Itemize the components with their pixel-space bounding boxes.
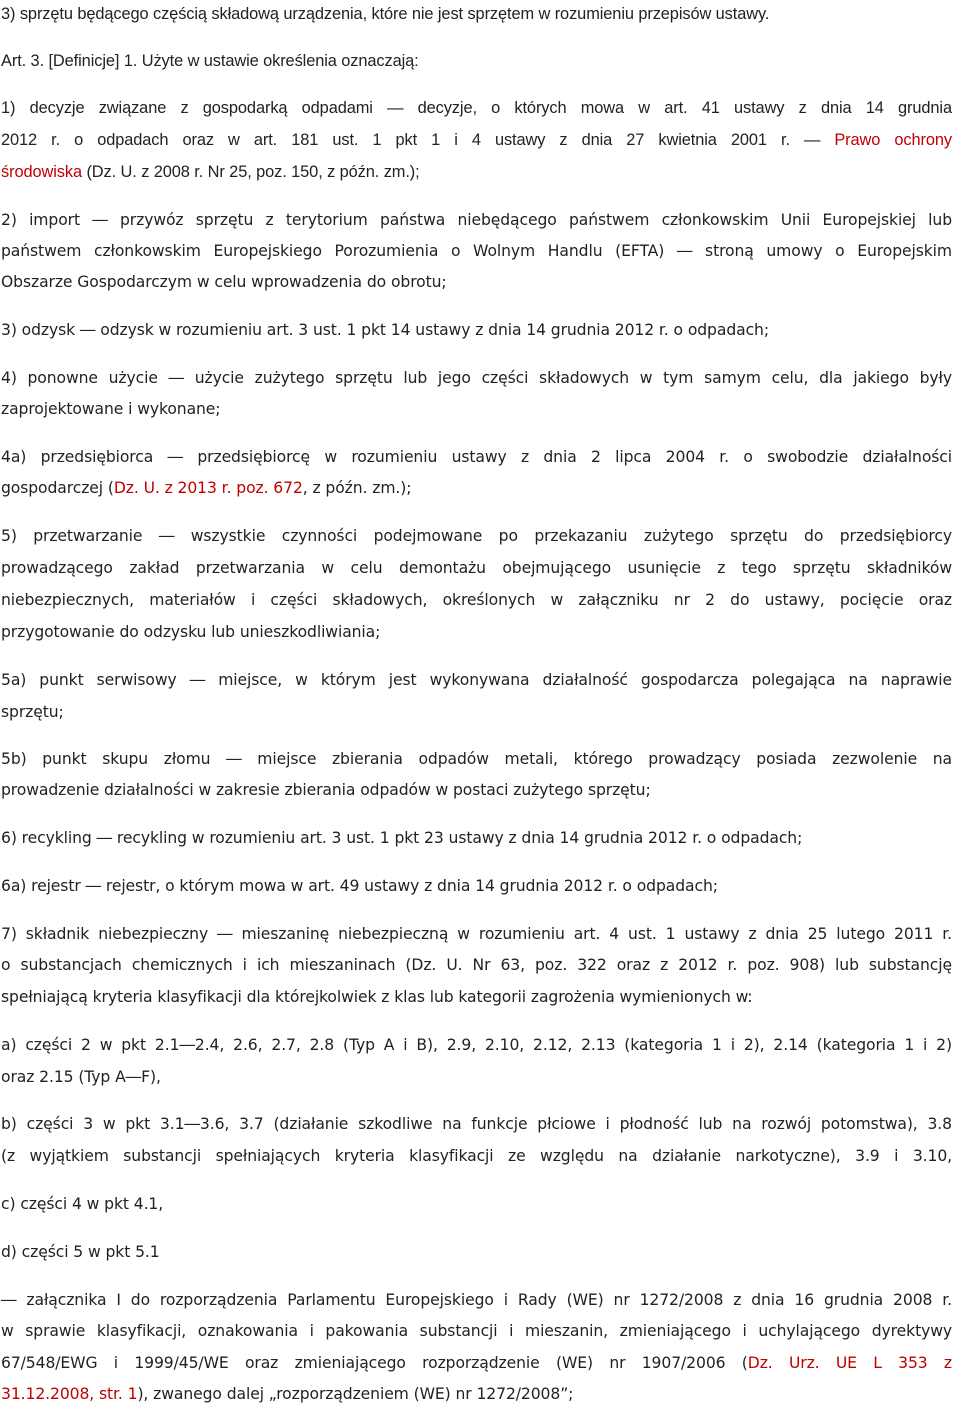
paragraph-line: zaprojektowane i wykonane; bbox=[1, 400, 221, 418]
legal-act-link[interactable]: Dz. U. z 2013 r. poz. 672 bbox=[113, 479, 303, 497]
paragraph-line: oraz 2.15 (Typ A―F), bbox=[1, 1068, 161, 1086]
paragraph-line: prowadzącego zakład przetwarzania w celu demontażu obejmującego usunięcie z tego sprzętu składników bbox=[1, 559, 952, 577]
article-heading: Art. 3. [Definicje] 1. Użyte w ustawie określenia oznaczają: bbox=[1, 52, 419, 70]
text-segment: gospodarczej ( bbox=[1, 479, 114, 497]
text-segment: , z późn. zm.); bbox=[302, 479, 412, 497]
paragraph-line: 7) składnik niebezpieczny ― mieszaninę niebezpieczną w rozumieniu art. 4 ust. 1 ustawy z dnia 25 lutego 2011 r. bbox=[1, 925, 952, 943]
paragraph-line: 6) recykling ― recykling w rozumieniu art. 3 ust. 1 pkt 23 ustawy z dnia 14 grudnia 2012 r. o odpadach; bbox=[1, 829, 803, 847]
paragraph-line: b) części 3 w pkt 3.1―3.6, 3.7 (działanie szkodliwe na funkcje płciowe i płodność lub na rozwój potomstwa), 3.8 bbox=[1, 1115, 952, 1133]
paragraph-line: a) części 2 w pkt 2.1―2.4, 2.6, 2.7, 2.8 (Typ A i B), 2.9, 2.10, 2.12, 2.13 (kategoria 1 i 2), 2.14 (kategoria 1 i 2) bbox=[1, 1036, 952, 1054]
paragraph-line: d) części 5 w pkt 5.1 bbox=[1, 1243, 160, 1261]
paragraph-line: przygotowanie do odzysku lub unieszkodliwiania; bbox=[1, 623, 381, 641]
paragraph-line: 3) sprzętu będącego częścią składową urządzenia, które nie jest sprzętem w rozumieniu przepisów ustawy. bbox=[1, 5, 770, 23]
legal-act-link[interactable]: Prawo ochrony bbox=[834, 131, 952, 149]
paragraph-line: 4a) przedsiębiorca ― przedsiębiorcę w rozumieniu ustawy z dnia 2 lipca 2004 r. o swobodzie działalności bbox=[1, 448, 952, 466]
paragraph-line: w sprawie klasyfikacji, oznakowania i pakowania substancji i mieszanin, zmieniającego i uchylającego dyrektywy bbox=[1, 1322, 952, 1340]
text-segment: 67/548/EWG i 1999/45/WE oraz zmieniającego rozporządzenie (WE) nr 1907/2006 ( bbox=[1, 1354, 748, 1372]
paragraph-line: 1) decyzje związane z gospodarką odpadami ― decyzje, o których mowa w art. 41 ustawy z dnia 14 grudnia bbox=[1, 99, 952, 117]
paragraph-line: 5a) punkt serwisowy ― miejsce, w którym jest wykonywana działalność gospodarcza polegająca na naprawie bbox=[1, 671, 952, 689]
paragraph-line bbox=[1, 129, 952, 151]
text-segment: (Dz. U. z 2008 r. Nr 25, poz. 150, z późn. zm.); bbox=[82, 163, 420, 181]
legal-act-link-continued[interactable]: 31.12.2008, str. 1 bbox=[1, 1385, 138, 1403]
text-segment: ), zwanego dalej „rozporządzeniem (WE) nr 1272/2008”; bbox=[137, 1385, 574, 1403]
paragraph-line: spełniającą kryteria klasyfikacji dla którejkolwiek z klas lub kategorii zagrożenia wymienionych w: bbox=[1, 988, 753, 1006]
paragraph-line: (z wyjątkiem substancji spełniających kryteria klasyfikacji ze względu na działanie narkotyczne), 3.9 i 3.10, bbox=[1, 1147, 952, 1165]
paragraph-line: prowadzenie działalności w zakresie zbierania odpadów w postaci zużytego sprzętu; bbox=[1, 781, 651, 799]
paragraph-line bbox=[1, 1383, 952, 1405]
paragraph-line: c) części 4 w pkt 4.1, bbox=[1, 1195, 164, 1213]
paragraph-line: 4) ponowne użycie ― użycie zużytego sprzętu lub jego części składowych w tym samym celu, dla jakiego były bbox=[1, 369, 952, 387]
legal-act-link-continued[interactable]: środowiska bbox=[1, 163, 82, 181]
paragraph-line: państwem członkowskim Europejskiego Porozumienia o Wolnym Handlu (EFTA) ― stroną umowy o Europejskim bbox=[1, 242, 952, 260]
paragraph-line bbox=[1, 161, 952, 183]
paragraph-line bbox=[1, 477, 952, 499]
paragraph-line: 5b) punkt skupu złomu ― miejsce zbierania odpadów metali, którego prowadzący posiada zezwolenie na bbox=[1, 750, 952, 768]
paragraph-line: niebezpiecznych, materiałów i części składowych, określonych w załączniku nr 2 do ustawy, pocięcie oraz bbox=[1, 591, 952, 609]
paragraph-line: 5) przetwarzanie ― wszystkie czynności podejmowane po przekazaniu zużytego sprzętu do przedsiębiorcy bbox=[1, 527, 952, 545]
paragraph-line bbox=[1, 1352, 952, 1374]
paragraph-line: 3) odzysk ― odzysk w rozumieniu art. 3 ust. 1 pkt 14 ustawy z dnia 14 grudnia 2012 r. o odpadach; bbox=[1, 321, 769, 339]
paragraph-line: 2) import ― przywóz sprzętu z terytorium państwa niebędącego państwem członkowskim Unii Europejskiej lub bbox=[1, 211, 952, 229]
paragraph-line: 6a) rejestr ― rejestr, o którym mowa w art. 49 ustawy z dnia 14 grudnia 2012 r. o odpadach; bbox=[1, 877, 718, 895]
paragraph-line: o substancjach chemicznych i ich mieszaninach (Dz. U. Nr 63, poz. 322 oraz z 2012 r. poz. 908) lub substancję bbox=[1, 956, 952, 974]
text-segment: 2012 r. o odpadach oraz w art. 181 ust. 1 pkt 1 i 4 ustawy z dnia 27 kwietnia 2001 r. ― bbox=[1, 131, 821, 149]
paragraph-line: ― załącznika I do rozporządzenia Parlamentu Europejskiego i Rady (WE) nr 1272/2008 z dnia 16 grudnia 2008 r. bbox=[1, 1291, 952, 1309]
paragraph-line: Obszarze Gospodarczym w celu wprowadzenia do obrotu; bbox=[1, 273, 447, 291]
legal-act-link[interactable]: Dz. Urz. UE L 353 z bbox=[747, 1354, 953, 1372]
paragraph-line: sprzętu; bbox=[1, 703, 64, 721]
